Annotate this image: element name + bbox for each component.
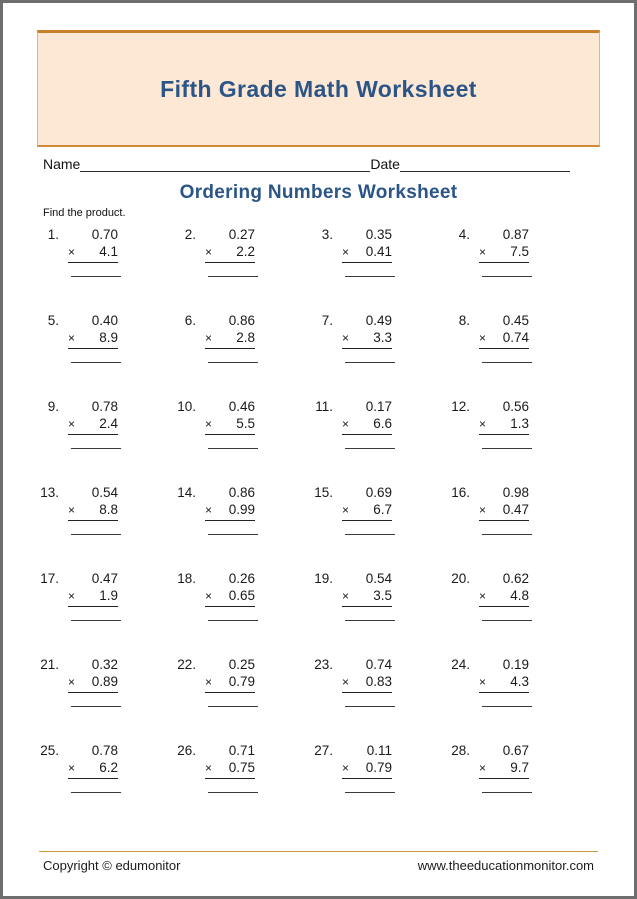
multiply-icon: ×: [68, 761, 76, 775]
answer-line[interactable]: [71, 448, 121, 449]
multiplication-stack: [479, 312, 529, 349]
problem-12: [443, 398, 580, 484]
multiply-icon: ×: [205, 761, 213, 775]
multiplier-row: [68, 415, 118, 433]
multiplication-stack: [205, 656, 255, 693]
footer-copyright: Copyright © edumonitor: [43, 858, 181, 873]
problem-work-area: [205, 226, 258, 277]
multiplier-row: [479, 329, 529, 347]
multiplicand: 0.78: [91, 743, 118, 758]
problem-number: 17.: [40, 571, 59, 586]
multiplicand: 0.19: [502, 657, 529, 672]
problem-number: 1.: [47, 227, 59, 242]
multiply-icon: ×: [342, 675, 350, 689]
multiplier: 0.79: [228, 674, 255, 689]
answer-line[interactable]: [345, 792, 395, 793]
multiply-icon: ×: [205, 589, 213, 603]
multiply-icon: ×: [479, 589, 487, 603]
multiplicand: 0.35: [365, 227, 392, 242]
multiplier: 1.9: [99, 588, 118, 603]
multiplier: 0.75: [228, 760, 255, 775]
multiplicand: 0.54: [91, 485, 118, 500]
problem-25: [32, 742, 169, 828]
multiplicand: 0.67: [502, 743, 529, 758]
answer-line[interactable]: [71, 276, 121, 277]
multiply-icon: ×: [342, 761, 350, 775]
answer-line[interactable]: [208, 362, 258, 363]
multiply-icon: ×: [479, 331, 487, 345]
multiplicand: 0.40: [91, 313, 118, 328]
multiply-icon: ×: [479, 761, 487, 775]
multiplicand: 0.46: [228, 399, 255, 414]
multiplier: 1.3: [510, 416, 529, 431]
multiplier-row: [479, 673, 529, 691]
multiplier: 0.79: [365, 760, 392, 775]
multiplier-row: [479, 415, 529, 433]
answer-line[interactable]: [208, 276, 258, 277]
problem-2: [169, 226, 306, 312]
date-input-line[interactable]: [400, 158, 570, 172]
problem-work-area: [342, 570, 395, 621]
problem-work-area: [479, 398, 532, 449]
multiplicand: 0.86: [228, 485, 255, 500]
problem-9: [32, 398, 169, 484]
multiplication-stack: [68, 398, 118, 435]
problem-number: 24.: [451, 657, 470, 672]
multiplication-stack: [205, 226, 255, 263]
multiply-icon: ×: [68, 331, 76, 345]
multiplier-row: [68, 587, 118, 605]
multiplier-row: [68, 243, 118, 261]
multiplier: 2.4: [99, 416, 118, 431]
problem-work-area: [205, 484, 258, 535]
problem-work-area: [342, 484, 395, 535]
problem-work-area: [205, 742, 258, 793]
multiplication-stack: [342, 484, 392, 521]
multiplication-stack: [342, 656, 392, 693]
multiplication-stack: [479, 570, 529, 607]
multiply-icon: ×: [479, 675, 487, 689]
multiplication-stack: [342, 570, 392, 607]
multiply-icon: ×: [342, 245, 350, 259]
multiplier-row: [68, 501, 118, 519]
problem-21: [32, 656, 169, 742]
answer-line[interactable]: [71, 362, 121, 363]
multiplier-row: [205, 329, 255, 347]
problem-number: 3.: [321, 227, 333, 242]
multiply-icon: ×: [342, 589, 350, 603]
answer-line[interactable]: [345, 276, 395, 277]
footer-website-link[interactable]: www.theeducationmonitor.com: [417, 858, 594, 873]
problem-15: [306, 484, 443, 570]
answer-line[interactable]: [208, 706, 258, 707]
multiplier: 2.2: [236, 244, 255, 259]
problem-26: [169, 742, 306, 828]
answer-line[interactable]: [345, 706, 395, 707]
answer-line[interactable]: [345, 362, 395, 363]
problem-8: [443, 312, 580, 398]
multiplicand: 0.47: [91, 571, 118, 586]
multiplier-row: [205, 673, 255, 691]
multiplicand: 0.45: [502, 313, 529, 328]
answer-line[interactable]: [71, 620, 121, 621]
multiplication-stack: [342, 398, 392, 435]
problem-number: 20.: [451, 571, 470, 586]
multiplication-stack: [68, 226, 118, 263]
problem-number: 28.: [451, 743, 470, 758]
problem-work-area: [68, 484, 121, 535]
multiply-icon: ×: [205, 331, 213, 345]
multiplier-row: [205, 243, 255, 261]
name-label: Name: [43, 156, 81, 172]
name-date-row: [43, 153, 570, 172]
multiplier-row: [479, 587, 529, 605]
multiply-icon: ×: [205, 417, 213, 431]
multiplication-stack: [342, 312, 392, 349]
problem-number: 11.: [315, 399, 333, 414]
problem-work-area: [205, 570, 258, 621]
multiplication-stack: [479, 742, 529, 779]
multiplication-stack: [479, 226, 529, 263]
answer-line[interactable]: [345, 448, 395, 449]
problem-number: 12.: [451, 399, 470, 414]
problem-number: 10.: [177, 399, 196, 414]
multiplication-stack: [205, 312, 255, 349]
multiplier: 0.74: [502, 330, 529, 345]
multiplication-stack: [68, 656, 118, 693]
problem-number: 7.: [321, 313, 333, 328]
name-input-line[interactable]: [80, 158, 370, 172]
multiplication-stack: [68, 312, 118, 349]
multiply-icon: ×: [479, 245, 487, 259]
multiplier: 0.89: [91, 674, 118, 689]
problem-11: [306, 398, 443, 484]
multiplier-row: [205, 587, 255, 605]
problem-4: [443, 226, 580, 312]
problem-work-area: [205, 656, 258, 707]
problem-work-area: [479, 570, 532, 621]
multiplicand: 0.25: [228, 657, 255, 672]
multiplicand: 0.49: [365, 313, 392, 328]
problem-17: [32, 570, 169, 656]
multiplicand: 0.69: [365, 485, 392, 500]
multiplication-stack: [479, 656, 529, 693]
multiplier-row: [205, 501, 255, 519]
multiply-icon: ×: [68, 245, 76, 259]
header-banner: [37, 30, 600, 147]
answer-line[interactable]: [482, 448, 532, 449]
multiplicand: 0.87: [502, 227, 529, 242]
problem-number: 23.: [314, 657, 333, 672]
multiplication-stack: [68, 484, 118, 521]
problem-work-area: [205, 398, 258, 449]
problem-number: 14.: [177, 485, 196, 500]
multiplier: 0.99: [228, 502, 255, 517]
multiplicand: 0.56: [502, 399, 529, 414]
multiplier: 4.8: [510, 588, 529, 603]
multiply-icon: ×: [68, 503, 76, 517]
multiplication-stack: [205, 570, 255, 607]
multiplier-row: [68, 673, 118, 691]
multiplicand: 0.71: [228, 743, 255, 758]
multiplication-stack: [205, 398, 255, 435]
problem-number: 6.: [184, 313, 196, 328]
answer-line[interactable]: [208, 792, 258, 793]
problem-24: [443, 656, 580, 742]
problem-work-area: [68, 742, 121, 793]
answer-line[interactable]: [71, 792, 121, 793]
problem-work-area: [68, 570, 121, 621]
multiplier-row: [342, 673, 392, 691]
multiplier-row: [342, 501, 392, 519]
multiplier-row: [68, 329, 118, 347]
answer-line[interactable]: [345, 534, 395, 535]
multiplier: 8.9: [99, 330, 118, 345]
multiplier: 0.47: [502, 502, 529, 517]
multiplication-stack: [342, 742, 392, 779]
multiplication-stack: [205, 484, 255, 521]
problem-work-area: [342, 398, 395, 449]
problem-7: [306, 312, 443, 398]
answer-line[interactable]: [482, 276, 532, 277]
problem-5: [32, 312, 169, 398]
problem-23: [306, 656, 443, 742]
multiplier: 0.41: [365, 244, 392, 259]
answer-line[interactable]: [345, 620, 395, 621]
problem-19: [306, 570, 443, 656]
multiplier: 2.8: [236, 330, 255, 345]
multiplicand: 0.70: [91, 227, 118, 242]
multiplier: 8.8: [99, 502, 118, 517]
multiplier-row: [68, 759, 118, 777]
multiplier: 5.5: [236, 416, 255, 431]
problem-number: 5.: [47, 313, 59, 328]
multiplicand: 0.32: [91, 657, 118, 672]
multiply-icon: ×: [68, 417, 76, 431]
multiplier: 0.83: [365, 674, 392, 689]
problem-20: [443, 570, 580, 656]
multiplier: 6.7: [373, 502, 392, 517]
problem-work-area: [479, 656, 532, 707]
problem-number: 16.: [451, 485, 470, 500]
multiplication-stack: [205, 742, 255, 779]
multiply-icon: ×: [68, 675, 76, 689]
answer-line[interactable]: [208, 534, 258, 535]
problem-number: 27.: [314, 743, 333, 758]
problem-number: 22.: [177, 657, 196, 672]
problem-work-area: [342, 226, 395, 277]
multiplier-row: [205, 759, 255, 777]
multiply-icon: ×: [205, 245, 213, 259]
multiplier-row: [479, 501, 529, 519]
problem-1: [32, 226, 169, 312]
problem-number: 15.: [314, 485, 333, 500]
answer-line[interactable]: [71, 706, 121, 707]
multiplicand: 0.86: [228, 313, 255, 328]
multiplier-row: [342, 415, 392, 433]
multiply-icon: ×: [479, 417, 487, 431]
problem-work-area: [342, 312, 395, 363]
problem-10: [169, 398, 306, 484]
problem-number: 8.: [458, 313, 470, 328]
answer-line[interactable]: [71, 534, 121, 535]
problem-work-area: [479, 312, 532, 363]
problem-work-area: [68, 226, 121, 277]
answer-line[interactable]: [208, 448, 258, 449]
problem-number: 19.: [314, 571, 333, 586]
problem-28: [443, 742, 580, 828]
multiplicand: 0.78: [91, 399, 118, 414]
answer-line[interactable]: [482, 362, 532, 363]
multiplier: 6.2: [99, 760, 118, 775]
multiplier-row: [342, 329, 392, 347]
problem-work-area: [342, 656, 395, 707]
multiply-icon: ×: [342, 503, 350, 517]
multiply-icon: ×: [205, 675, 213, 689]
problem-18: [169, 570, 306, 656]
multiplicand: 0.74: [365, 657, 392, 672]
multiplicand: 0.27: [228, 227, 255, 242]
multiplier-row: [479, 759, 529, 777]
multiplicand: 0.98: [502, 485, 529, 500]
page-title: Fifth Grade Math Worksheet: [160, 75, 477, 102]
problem-work-area: [479, 226, 532, 277]
problem-number: 13.: [40, 485, 59, 500]
multiplier: 4.1: [99, 244, 118, 259]
problem-work-area: [205, 312, 258, 363]
multiply-icon: ×: [342, 417, 350, 431]
multiply-icon: ×: [342, 331, 350, 345]
multiplication-stack: [479, 484, 529, 521]
multiplier: 0.65: [228, 588, 255, 603]
problem-number: 18.: [177, 571, 196, 586]
problem-14: [169, 484, 306, 570]
multiplicand: 0.62: [502, 571, 529, 586]
problem-3: [306, 226, 443, 312]
multiplication-stack: [68, 570, 118, 607]
multiplier-row: [342, 243, 392, 261]
multiplicand: 0.54: [365, 571, 392, 586]
problem-number: 21.: [40, 657, 59, 672]
problems-grid: [32, 226, 634, 828]
multiply-icon: ×: [479, 503, 487, 517]
multiplier: 9.7: [510, 760, 529, 775]
multiplier-row: [342, 759, 392, 777]
problem-work-area: [479, 484, 532, 535]
date-label: Date: [370, 156, 400, 172]
multiplier: 7.5: [510, 244, 529, 259]
problem-work-area: [342, 742, 395, 793]
problem-work-area: [68, 398, 121, 449]
problem-22: [169, 656, 306, 742]
multiplication-stack: [479, 398, 529, 435]
multiplier: 4.3: [510, 674, 529, 689]
multiplier-row: [205, 415, 255, 433]
multiplier-row: [342, 587, 392, 605]
worksheet-title: Ordering Numbers Worksheet: [179, 182, 458, 203]
problem-number: 25.: [40, 743, 59, 758]
multiply-icon: ×: [205, 503, 213, 517]
multiplier: 6.6: [373, 416, 392, 431]
problem-work-area: [68, 656, 121, 707]
problem-number: 26.: [177, 743, 196, 758]
problem-number: 2.: [184, 227, 196, 242]
answer-line[interactable]: [482, 706, 532, 707]
instruction-text: Find the product.: [43, 207, 126, 219]
multiplicand: 0.11: [366, 743, 392, 758]
problem-work-area: [479, 742, 532, 793]
problem-27: [306, 742, 443, 828]
problem-number: 4.: [458, 227, 470, 242]
problem-number: 9.: [47, 399, 59, 414]
multiplier: 3.3: [373, 330, 392, 345]
multiplication-stack: [342, 226, 392, 263]
footer: [39, 851, 598, 873]
multiplicand: 0.17: [365, 399, 392, 414]
problem-16: [443, 484, 580, 570]
answer-line[interactable]: [208, 620, 258, 621]
multiplier: 3.5: [373, 588, 392, 603]
answer-line[interactable]: [482, 620, 532, 621]
multiplication-stack: [68, 742, 118, 779]
problem-6: [169, 312, 306, 398]
problem-work-area: [68, 312, 121, 363]
multiplier-row: [479, 243, 529, 261]
multiplicand: 0.26: [228, 571, 255, 586]
answer-line[interactable]: [482, 534, 532, 535]
answer-line[interactable]: [482, 792, 532, 793]
problem-13: [32, 484, 169, 570]
multiply-icon: ×: [68, 589, 76, 603]
